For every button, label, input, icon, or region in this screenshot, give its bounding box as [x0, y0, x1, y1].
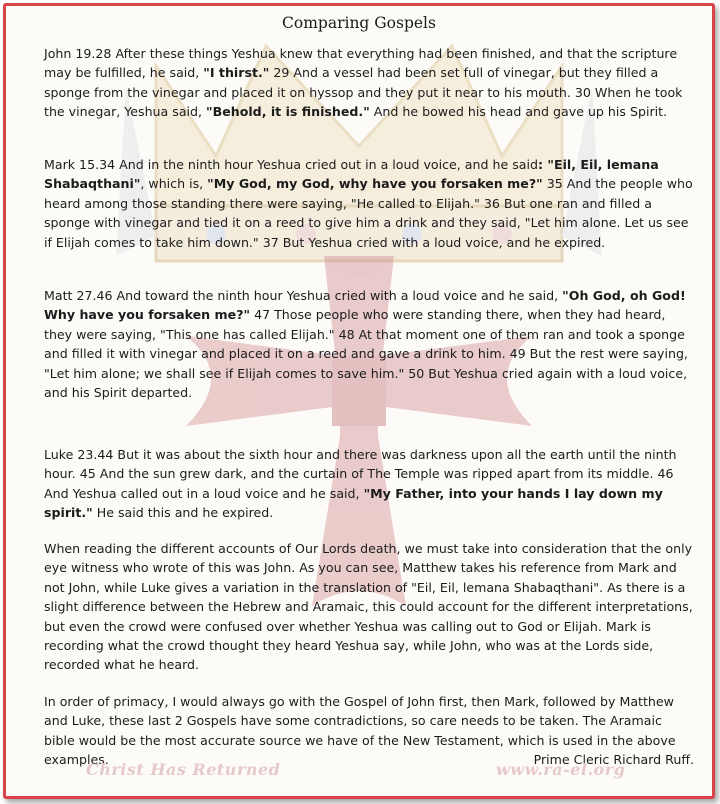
mark-text-1: Mark 15.34 And in the ninth hour Yeshua cried out in a loud voice, and he said: [44, 157, 539, 172]
john-text-1: John 19.28 After these things Yeshua knew that everything had been finished, and that the scripture may be fulfilled, he said,: [44, 46, 678, 81]
mark-quote-2: "My God, my God, why have you forsaken me?": [207, 176, 543, 192]
john-quote-1: "I thirst.": [203, 65, 270, 81]
john-passage: [44, 44, 694, 122]
matt-quote-1: "Oh God, oh God! Why have you forsaken me?": [44, 288, 686, 323]
luke-text-2: He said this and he expired.: [92, 505, 274, 521]
matt-text-1: Matt 27.46 And toward the ninth hour Yeshua cried with a loud voice and he said,: [44, 288, 563, 303]
mark-text-2: , which is,: [140, 176, 208, 192]
luke-quote-1: "My Father, into your hands I lay down my spirit.": [44, 485, 663, 521]
mark-quote-1: : "Eil, Eil, lemana Shabaqthani": [44, 157, 659, 192]
john-quote-2: "Behold, it is finished.": [206, 104, 370, 120]
matthew-passage: [44, 286, 694, 402]
page-title: Comparing Gospels: [282, 14, 436, 32]
mark-text-3: 35 And the people who heard among those standing there were saying, "He called to Elijah." 36 But one ran and filled a sponge with vinegar and tied it on a reed to give him a drink and they said, "Let him alone. Let us see if Elijah comes to take him down." 37 But Yeshua cried with a loud voice, and he expired.: [44, 176, 693, 250]
commentary-paragraph-2: [44, 692, 694, 770]
john-text-2: 29 And a vessel had been set full of vinegar, but they filled a sponge from the vinegar and placed it on hyssop and they put it near to his mouth. 30 When he took the vinegar, Yeshua said,: [44, 65, 683, 120]
commentary-text-2: In order of primacy, I would always go with the Gospel of John first, then Mark, followed by Matthew and Luke, these last 2 Gospels have some contradictions, so care needs to be taken. The Aramaic bible would be the most accurate source we have of the New Testament, which is used in the above examples.: [44, 694, 676, 768]
document-body: [6, 6, 712, 796]
signature: Prime Cleric Richard Ruff.: [533, 752, 694, 768]
document-frame: [3, 3, 715, 799]
footer-website: www.ra-el.org: [496, 760, 626, 779]
matt-text-2: 47 Those people who were standing there, when they had heard, they were saying, "This one has called Elijah." 48 At that moment one of them ran and took a sponge and filled it with vinegar and placed it on a reed and gave a drink to him. 49 But the rest were saying, "Let him alone; we shall see if Elijah comes to save him." 50 But Yeshua cried again with a loud voice, and his Spirit departed.: [44, 307, 688, 401]
john-text-3: And he bowed his head and gave up his Spirit.: [369, 104, 668, 120]
luke-passage: [44, 445, 694, 523]
footer-tagline: Christ Has Returned: [86, 760, 281, 779]
luke-text-1: Luke 23.44 But it was about the sixth hour and there was darkness upon all the earth until the ninth hour. 45 And the sun grew dark, and the curtain of The Temple was ripped apart from its middle. 46 And Yeshua called out in a loud voice and he said,: [44, 447, 677, 501]
mark-passage: [44, 155, 694, 252]
commentary-paragraph-1: When reading the different accounts of Our Lords death, we must take into consideration that the only eye witness who wrote of this was John. As you can see, Matthew takes his reference from Mark and not John, while Luke gives a variation in the translation of "Eil, Eil, lemana Shabaqthani". As there is a slight difference between the Hebrew and Aramaic, this could account for the different interpretations, but even the crowd were confused over whether Yeshua was calling out to God or Elijah. Mark is recording what the crowd thought they heard Yeshua say, while John, who was at the Lords side, recorded what he heard.: [44, 541, 693, 673]
